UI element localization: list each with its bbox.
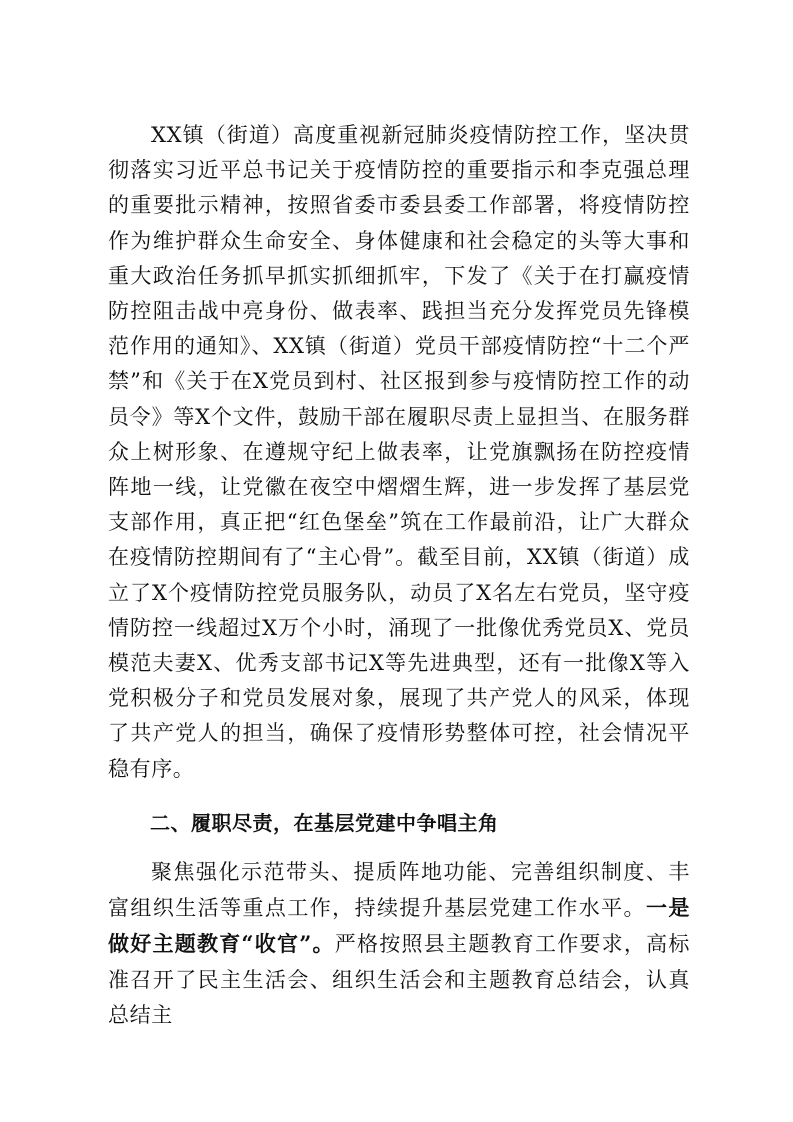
body-paragraph-1: XX镇（街道）高度重视新冠肺炎疫情防控工作，坚决贯彻落实习近平总书记关于疫情防控的重要指示和李克强总理的重要批示精神，按照省委市委县委工作部署，将疫情防控作为维护群众生命安全、身体健康和社会稳定的头等大事和重大政治任务抓早抓实抓细抓牢，下发了《关于在打赢疫情防控阻击战中亮身份、做表率、践担当充分发挥党员先锋模范作用的通知》、XX镇（街道）党员干部疫情防控“十二个严禁”和《关于在X党员到村、社区报到参与疫情防控工作的动员令》等X个文件，鼓励干部在履职尽责上显担当、在服务群众上树形象、在遵规守纪上做表率，让党旗飘扬在防控疫情阵地一线，让党徽在夜空中熠熠生辉，进一步发挥了基层党支部作用，真正把“红色堡垒”筑在工作最前沿，让广大群众在疫情防控期间有了“主心骨”。截至目前，XX镇（街道）成立了X个疫情防控党员服务队，动员了X名左右党员，坚守疫情防控一线超过X万个小时，涌现了一批像优秀党员X、党员模范夫妻X、优秀支部书记X等先进典型，还有一批像X等入党积极分子和党员发展对象，展现了共产党人的风采，体现了共产党人的担当，确保了疫情形势整体可控，社会情况平稳有序。 (108, 123, 690, 781)
paragraph-2-intro: 聚焦强化示范带头、提质阵地功能、完善组织制度、丰富组织生活等重点工作，持续提升基层党建工作水平。 (108, 860, 690, 921)
paragraph-2-bold-lead: 一是做好主题教育“收官”。 (108, 895, 691, 957)
section-heading-2: 二、履职尽责，在基层党建中争唱主角 (150, 811, 499, 835)
body-paragraph-2 (108, 855, 690, 1033)
paragraph-2-rest: 严格按照县主题教育工作要求，高标准召开了民主生活会、组织生活会和主题教育总结会，认真总结主 (108, 932, 690, 1027)
